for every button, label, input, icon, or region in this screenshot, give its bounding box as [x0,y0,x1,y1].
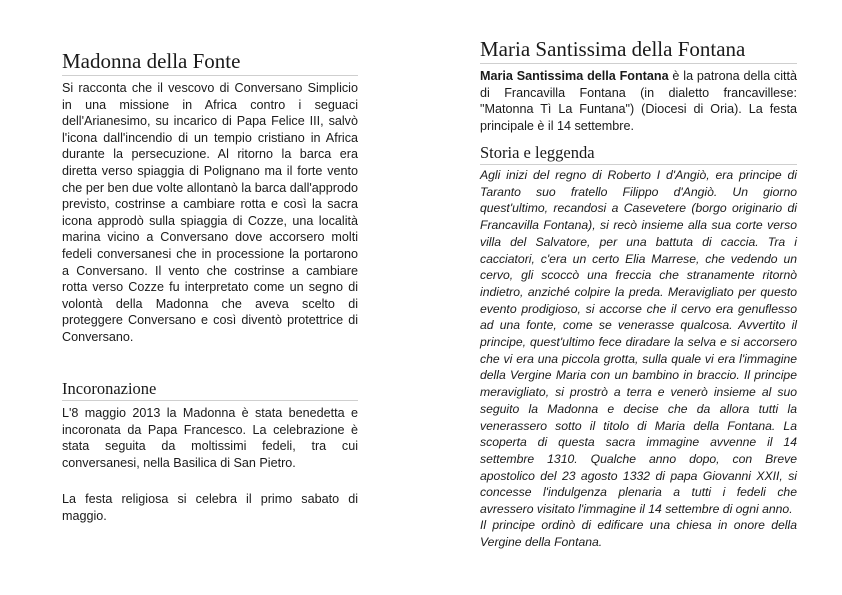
right-paragraph-intro [480,68,797,134]
right-subtitle-history: Storia e leggenda [480,143,797,165]
left-paragraph-coronation: L'8 maggio 2013 la Madonna è stata benedetta e incoronata da Papa Francesco. La celebrazione è stata seguita da moltissimi fedeli, tra cui conversanesi, nella Basilica di San Pietro. [62,406,358,470]
right-intro-text: è la patrona della città di Francavilla Fontana (in dialetto francavillese: "Matonna Tì La Funtana") (Diocesi di Oria). La festa principale è il 14 settembre. [480,69,798,133]
left-title: Madonna della Fonte [62,48,358,76]
left-paragraph-feast: La festa religiosa si celebra il primo sabato di maggio. [62,492,358,523]
right-paragraph-church: Il principe ordinò di edificare una chiesa in onore della Vergine della Fontana. [480,518,797,549]
right-title: Maria Santissima della Fontana [480,36,797,64]
right-intro-bold-name: Maria Santissima della Fontana [480,69,669,83]
right-paragraph-history: Agli inizi del regno di Roberto I d'Angiò, era principe di Taranto suo fratello Filippo d'Angiò. Un giorno quest'ultimo, recandosi a Casevetere (borgo originario di Francavilla Fontana), si recò insieme alla sua corte verso villa del Salvatore, per una battuta di caccia. Tra i cacciatori, c'era un certo Elia Marrese, che vedendo un cervo, gli scoccò una freccia che stranamente ritornò indietro, anziché colpire la preda. Meravigliato per questo evento prodigioso, si accorse che il cervo era genuflesso ad una fonte, come se venerasse qualcosa. Avvertito il principe, quest'ultimo fece diradare la selva e si accorsero che vi era una piccola grotta, sulla quale vi era l'immagine della Vergine Maria con un bambino in braccio. Il principe meravigliato, si prostrò a terra e venerò insieme al suo seguito la Madonna e decise che da allora tutti la venerassero sotto il titolo di Maria della Fontana. La scoperta di questa sacra immagine avvenne il 14 settembre 1310. Qualche anno dopo, con Breve apostolico del 23 agosto 1332 di papa Giovanni XXII, si concesse l'indulgenza plenaria a tutti i fedeli che avressero visitato l'immagine il 14 settembre di ogni anno. [480,168,797,517]
left-paragraph-legend: Si racconta che il vescovo di Conversano Simplicio in una missione in Africa contro i seguaci dell'Arianesimo, su incarico di Papa Felice III, salvò l'icona dall'incendio di un tempio cristiano in Africa durante la persecuzione. Al ritorno la barca era diretta verso spiaggia di Polignano ma il forte vento che per ben due volte allontanò la barca dall'approdo previsto, costrinse a cambiare rotta e così la sacra icona approdò sulla spiaggia di Cozze, una località marina vicino a Conversano dove accorsero molti fedeli conversanesi che in processione la portarono a Conversano. Il vento che costrinse a cambiare rotta verso Cozze fu interpretato come un segno di volontà della Madonna che aveva scelto di proteggere Conversano e così diventò protettrice di Conversano. [62,81,358,344]
left-subtitle-coronation: Incoronazione [62,379,358,401]
